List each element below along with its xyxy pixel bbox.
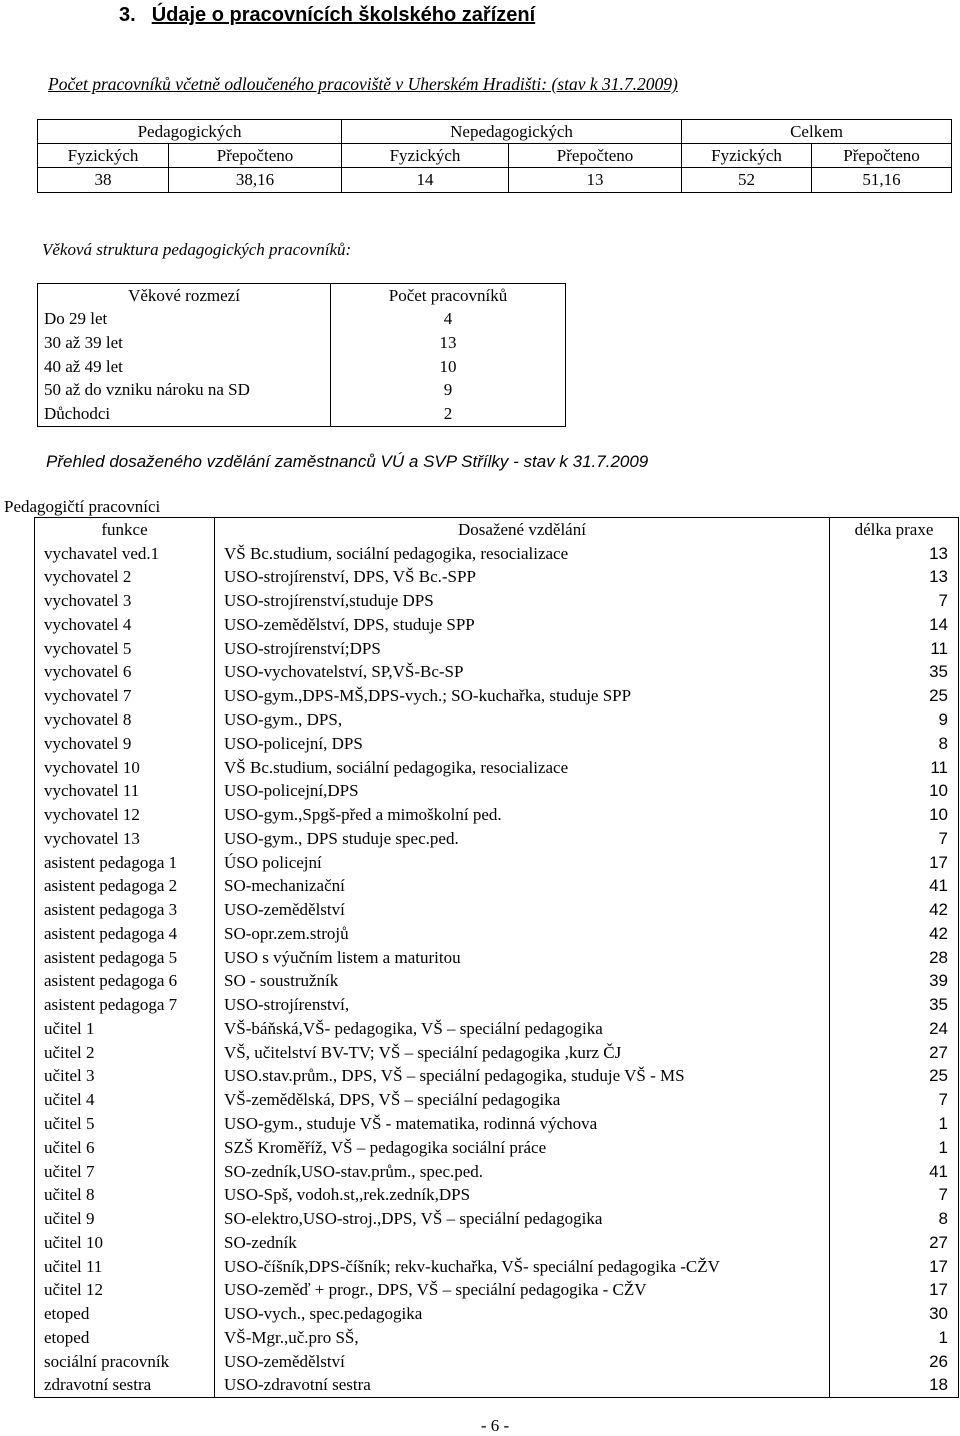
position-cell: etoped [35,1302,215,1326]
education-cell: VŠ-báňská,VŠ- pedagogika, VŠ – speciální pedagogika [215,1017,830,1041]
worker-count-cell: 10 [331,355,566,379]
position-cell: asistent pedagoga 5 [35,946,215,970]
worker-count-cell: 9 [331,378,566,402]
position-cell: učitel 6 [35,1136,215,1160]
experience-cell: 10 [830,803,959,827]
table-row [35,1183,959,1207]
table-row [35,779,959,803]
position-cell: vychovatel 4 [35,613,215,637]
experience-cell: 42 [830,922,959,946]
experience-cell: 17 [830,851,959,875]
value-cell: 14 [342,168,509,193]
table-row [35,1231,959,1255]
education-cell: SZŠ Kroměříž, VŠ – pedagogika sociální práce [215,1136,830,1160]
position-cell: učitel 11 [35,1255,215,1279]
education-cell: SO-zedník,USO-stav.prům., spec.ped. [215,1160,830,1184]
subheader-cell: Přepočteno [169,144,342,168]
education-cell: USO-gym., studuje VŠ - matematika, rodinná výchova [215,1112,830,1136]
subheader-cell: Fyzických [38,144,169,168]
experience-cell: 24 [830,1017,959,1041]
table-row [38,402,566,426]
group-header-pedagogical: Pedagogických [38,120,342,144]
education-cell: USO-vychovatelství, SP,VŠ-Bc-SP [215,661,830,685]
education-cell: USO.stav.prům., DPS, VŠ – speciální pedagogika, studuje VŠ - MS [215,1065,830,1089]
position-cell: asistent pedagoga 2 [35,874,215,898]
value-cell: 52 [682,168,812,193]
table-row [35,637,959,661]
table-row [35,684,959,708]
experience-cell: 7 [830,1183,959,1207]
education-table-header-row [35,518,959,542]
table-row [35,1255,959,1279]
table-row [35,922,959,946]
table-row [35,827,959,851]
table-row [35,589,959,613]
subheader-cell: Přepočteno [509,144,682,168]
table-row [35,1065,959,1089]
staff-count-caption: Počet pracovníků včetně odloučeného pracoviště v Uherském Hradišti: (stav k 31.7.2009) [48,74,678,94]
worker-count-cell: 13 [331,331,566,355]
education-cell: USO-gym., DPS studuje spec.ped. [215,827,830,851]
position-cell: učitel 12 [35,1279,215,1303]
page-number: - 6 - [480,1416,510,1435]
education-cell: USO-zemědělství, DPS, studuje SPP [215,613,830,637]
pedagogical-staff-caption: Pedagogičtí pracovníci [4,497,161,516]
education-cell: VŠ-Mgr.,uč.pro SŠ, [215,1326,830,1350]
position-cell: vychovatel 2 [35,566,215,590]
table-row [35,1041,959,1065]
table-row [35,1112,959,1136]
group-header-total: Celkem [682,120,952,144]
education-cell: ÚSO policejní [215,851,830,875]
experience-cell: 41 [830,874,959,898]
experience-cell: 39 [830,970,959,994]
age-structure-caption: Věková struktura pedagogických pracovníků: [42,240,352,259]
education-cell: SO-mechanizační [215,874,830,898]
experience-cell: 11 [830,756,959,780]
table-row [35,613,959,637]
position-cell: učitel 4 [35,1088,215,1112]
position-cell: sociální pracovník [35,1350,215,1374]
experience-cell: 1 [830,1326,959,1350]
experience-cell: 35 [830,661,959,685]
education-cell: USO-strojírenství, DPS, VŠ Bc.-SPP [215,566,830,590]
experience-cell: 30 [830,1302,959,1326]
position-cell: vychovatel 12 [35,803,215,827]
education-cell: USO-gym.,DPS-MŠ,DPS-vych.; SO-kuchařka, studuje SPP [215,684,830,708]
education-cell: USO-zdravotní sestra [215,1374,830,1398]
education-cell: USO-strojírenství;DPS [215,637,830,661]
subheader-cell: Přepočteno [812,144,952,168]
table-row [35,1279,959,1303]
table-row [35,946,959,970]
table-row [35,1160,959,1184]
position-cell: vychovatel 9 [35,732,215,756]
education-cell: USO-číšník,DPS-číšník; rekv-kuchařka, VŠ- speciální pedagogika -CŽV [215,1255,830,1279]
education-cell: USO-Spš, vodoh.st,,rek.zedník,DPS [215,1183,830,1207]
table-row [35,708,959,732]
experience-cell: 10 [830,779,959,803]
experience-cell: 11 [830,637,959,661]
age-range-cell: Do 29 let [38,308,331,332]
education-cell: SO-zedník [215,1231,830,1255]
position-cell: asistent pedagoga 1 [35,851,215,875]
experience-cell: 26 [830,1350,959,1374]
table-row [38,331,566,355]
experience-cell: 14 [830,613,959,637]
value-cell: 38,16 [169,168,342,193]
section-heading [119,4,535,27]
education-cell: USO-zeměď + progr., DPS, VŠ – speciální pedagogika - CŽV [215,1279,830,1303]
position-cell: učitel 1 [35,1017,215,1041]
position-header: funkce [35,518,215,542]
worker-count-cell: 2 [331,402,566,426]
table-row [35,874,959,898]
staff-count-table [37,119,952,193]
position-cell: vychovatel 5 [35,637,215,661]
experience-cell: 35 [830,993,959,1017]
subheader-cell: Fyzických [342,144,509,168]
education-cell: USO-strojírenství,studuje DPS [215,589,830,613]
age-table-header-row [38,284,566,308]
education-cell: USO-gym.,Spgš-před a mimoškolní ped. [215,803,830,827]
experience-cell: 13 [830,566,959,590]
age-range-cell: 50 až do vzniku nároku na SD [38,378,331,402]
education-caption: Přehled dosaženého vzdělání zaměstnanců VÚ a SVP Střílky - stav k 31.7.2009 [46,452,649,471]
table-row [35,1088,959,1112]
experience-cell: 1 [830,1136,959,1160]
position-cell: zdravotní sestra [35,1374,215,1398]
experience-cell: 17 [830,1255,959,1279]
age-range-header: Věkové rozmezí [38,284,331,308]
position-cell: učitel 2 [35,1041,215,1065]
position-cell: vychovatel 3 [35,589,215,613]
table-row [35,756,959,780]
table-row [35,661,959,685]
table-row [35,732,959,756]
table-row [35,1302,959,1326]
position-cell: učitel 10 [35,1231,215,1255]
education-cell: VŠ Bc.studium, sociální pedagogika, resocializace [215,542,830,566]
age-range-cell: 30 až 39 let [38,331,331,355]
education-cell: SO-elektro,USO-stroj.,DPS, VŠ – speciální pedagogika [215,1207,830,1231]
experience-cell: 1 [830,1112,959,1136]
position-cell: vychovatel 13 [35,827,215,851]
table-row [35,1326,959,1350]
position-cell: vychavatel ved.1 [35,542,215,566]
education-cell: USO-zemědělství [215,898,830,922]
table-row [38,378,566,402]
position-cell: vychovatel 8 [35,708,215,732]
experience-cell: 18 [830,1374,959,1398]
subheader-cell: Fyzických [682,144,812,168]
education-cell: VŠ Bc.studium, sociální pedagogika, resocializace [215,756,830,780]
experience-cell: 42 [830,898,959,922]
position-cell: asistent pedagoga 6 [35,970,215,994]
experience-cell: 17 [830,1279,959,1303]
section-title: Údaje o pracovnících školského zařízení [151,4,536,26]
position-cell: vychovatel 10 [35,756,215,780]
education-cell: SO - soustružník [215,970,830,994]
table-row [38,308,566,332]
position-cell: vychovatel 6 [35,661,215,685]
table-row [35,1350,959,1374]
section-number: 3. [119,4,136,26]
education-cell: USO-zemědělství [215,1350,830,1374]
position-cell: etoped [35,1326,215,1350]
experience-cell: 9 [830,708,959,732]
position-cell: učitel 5 [35,1112,215,1136]
experience-header: délka praxe [830,518,959,542]
education-cell: VŠ, učitelství BV-TV; VŠ – speciální pedagogika ,kurz ČJ [215,1041,830,1065]
position-cell: učitel 3 [35,1065,215,1089]
table-row [35,1374,959,1398]
worker-count-header: Počet pracovníků [331,284,566,308]
position-cell: asistent pedagoga 4 [35,922,215,946]
experience-cell: 7 [830,589,959,613]
table-row [35,993,959,1017]
experience-cell: 41 [830,1160,959,1184]
education-cell: USO-policejní,DPS [215,779,830,803]
table-row [35,1017,959,1041]
position-cell: učitel 7 [35,1160,215,1184]
position-cell: učitel 9 [35,1207,215,1231]
table-row [38,355,566,379]
value-cell: 38 [38,168,169,193]
education-cell: USO-strojírenství, [215,993,830,1017]
age-range-cell: Důchodci [38,402,331,426]
age-structure-table [37,283,566,427]
experience-cell: 27 [830,1231,959,1255]
position-cell: vychovatel 11 [35,779,215,803]
experience-cell: 25 [830,684,959,708]
education-cell: USO-gym., DPS, [215,708,830,732]
group-header-non-pedagogical: Nepedagogických [342,120,682,144]
education-cell: VŠ-zemědělská, DPS, VŠ – speciální pedagogika [215,1088,830,1112]
position-cell: učitel 8 [35,1183,215,1207]
table-row [35,566,959,590]
experience-cell: 7 [830,827,959,851]
position-cell: asistent pedagoga 3 [35,898,215,922]
education-cell: USO s výučním listem a maturitou [215,946,830,970]
experience-cell: 13 [830,542,959,566]
experience-cell: 8 [830,1207,959,1231]
education-cell: USO-vych., spec.pedagogika [215,1302,830,1326]
experience-cell: 8 [830,732,959,756]
table-row [35,970,959,994]
table-row [35,1207,959,1231]
experience-cell: 25 [830,1065,959,1089]
position-cell: asistent pedagoga 7 [35,993,215,1017]
table-row [35,851,959,875]
education-cell: USO-policejní, DPS [215,732,830,756]
education-cell: SO-opr.zem.strojů [215,922,830,946]
experience-cell: 7 [830,1088,959,1112]
table-row [35,803,959,827]
worker-count-cell: 4 [331,308,566,332]
education-table [34,517,959,1398]
table-row [35,898,959,922]
value-cell: 51,16 [812,168,952,193]
value-cell: 13 [509,168,682,193]
experience-cell: 28 [830,946,959,970]
age-range-cell: 40 až 49 let [38,355,331,379]
table-row [35,1136,959,1160]
education-header: Dosažené vzdělání [215,518,830,542]
experience-cell: 27 [830,1041,959,1065]
table-row [35,542,959,566]
position-cell: vychovatel 7 [35,684,215,708]
